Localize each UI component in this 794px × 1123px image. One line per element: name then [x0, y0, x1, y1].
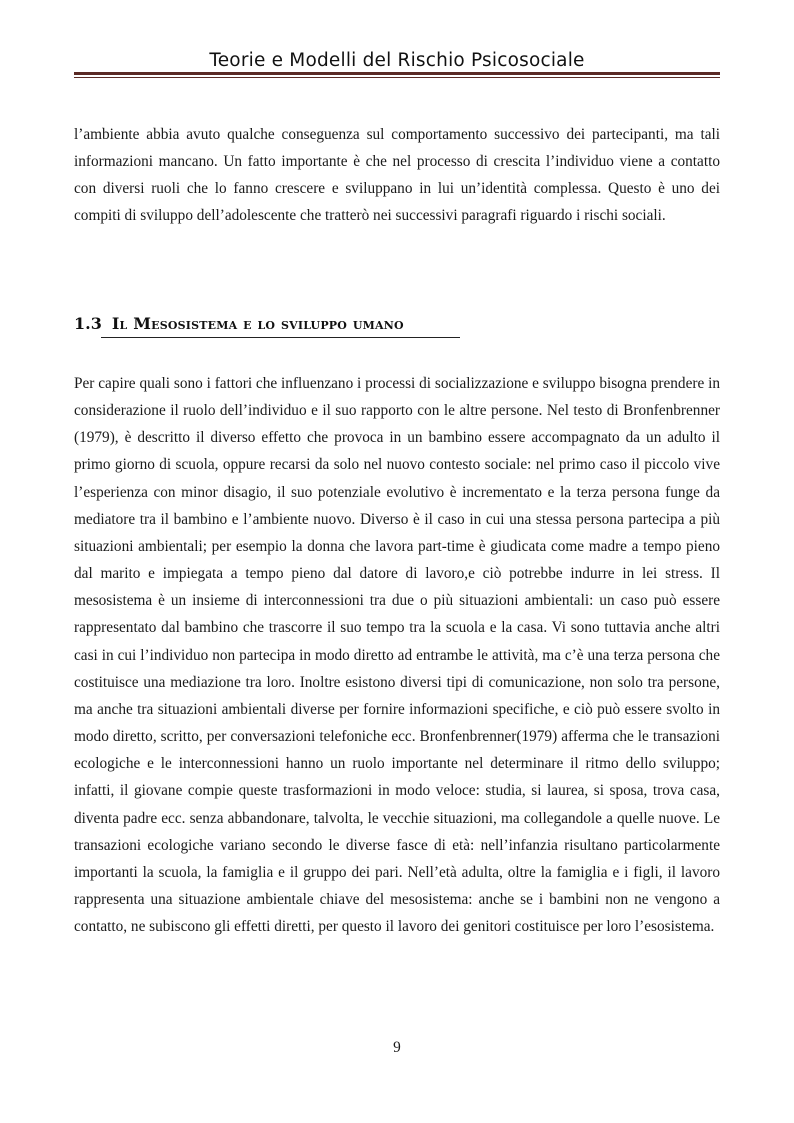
page-number: 9 — [393, 1039, 401, 1056]
body-paragraph-1: l’ambiente abbia avuto qualche conseguenza sul comportamento successivo dei partecipanti, ma tali informazioni mancano. Un fatto importante è che nel processo di crescita l’individuo viene a contatto con diversi ruoli che lo fanno crescere e sviluppano in lui un’identità complessa. Questo è uno dei compiti di sviluppo dell’adolescente che tratterò nei successivi paragrafi riguardo i rischi sociali. — [74, 126, 720, 225]
body-paragraph-2: Per capire quali sono i fattori che influenzano i processi di socializzazione e sviluppo bisogna prendere in considerazione il ruolo dell’individuo e il suo rapporto con le altre persone. Nel testo di Bronfenbrenner (1979), è descritto il diverso effetto che provoca in un bambino essere accompagnato da un adulto il primo giorno di scuola, oppure recarsi da solo nel nuovo contesto sociale: nel primo caso il piccolo vive l’esperienza con minor disagio, il suo potenziale evolutivo è incrementato e la terza persona funge da mediatore tra il bambino e l’ambiente nuovo. Diverso è il caso in cui una stessa persona partecipa a più situazioni ambientali; per esempio la donna che lavora part-time è giudicata come madre a tempo pieno dal marito e impiegata a tempo pieno dal datore di lavoro,e ciò potrebbe indurre in lei stress. Il mesosistema è un insieme di interconnessioni tra due o più situazioni ambientali: un caso può essere rappresentato dal bambino che trascorre il suo tempo tra la scuola e la casa. Vi sono tuttavia anche altri casi in cui l’individuo non partecipa in modo diretto ad entrambe le attività, ma c’è una terza persona che costituisce una mediazione tra loro. Inoltre esistono diversi tipi di comunicazione, non solo tra persone, ma anche tra situazioni ambientali diverse per fornire informazioni specifiche, e ciò può essere svolto in modo diretto, scritto, per conversazioni telefoniche ecc. Bronfenbrenner(1979) afferma che le transazioni ecologiche e le interconnessioni hanno un ruolo importante nel determinare il ritmo dello sviluppo; infatti, il giovane compie queste trasformazioni in modo veloce: studia, si laurea, si sposa, trova casa, diventa padre ecc. senza abbandonare, talvolta, le vecchie situazioni, ma collegandole a quelle nuove. Le transazioni ecologiche variano secondo le diverse fasce di età: nell’infanzia risultano particolarmente importanti la scuola, la famiglia e il gruppo dei pari. Nell’età adulta, oltre la famiglia e i figli, il lavoro rappresenta una situazione ambientale chiave del mesosistema: anche se i bambini non ne vengono a contatto, ne subiscono gli effetti diretti, per questo il lavoro dei genitori costituisce per loro l’esosistema. — [74, 375, 720, 936]
section-heading-underline — [101, 337, 460, 338]
running-header-title: Teorie e Modelli del Rischio Psicosociale — [209, 50, 585, 71]
section-title: Il Mesosistema e lo sviluppo umano — [111, 314, 404, 333]
header-rule-thick — [74, 72, 720, 75]
header-rule-thin — [74, 77, 720, 78]
section-heading — [74, 314, 404, 333]
section-number: 1.3 — [74, 314, 102, 333]
